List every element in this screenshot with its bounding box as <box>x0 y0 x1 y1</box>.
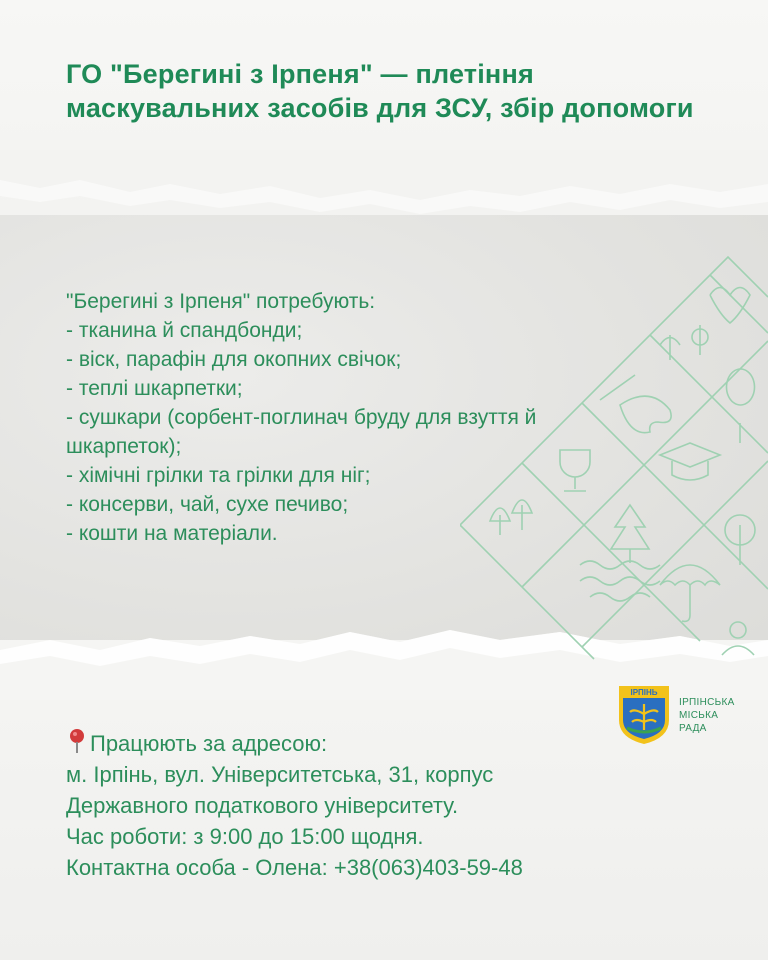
torn-edge-top <box>0 150 768 230</box>
needs-item: - сушкари (сорбент-поглинач бруду для взуття й шкарпеток); <box>66 406 537 458</box>
address-heading-row <box>66 728 706 759</box>
needs-item: - консерви, чай, сухе печиво; <box>66 493 349 516</box>
address-block <box>66 728 706 883</box>
needs-item: - теплі шкарпетки; <box>66 377 243 400</box>
council-name-line: ІРПІНСЬКА <box>679 697 735 708</box>
contact-person: Контактна особа - Олена: +38(063)403-59-48 <box>66 855 523 880</box>
needs-item: - кошти на матеріали. <box>66 522 278 545</box>
pin-icon <box>66 728 88 754</box>
emblem-text: ІРПІНЬ <box>630 688 658 697</box>
address-building: Державного податкового університету. <box>66 793 459 818</box>
address-street: м. Ірпінь, вул. Університетська, 31, корпус <box>66 762 494 787</box>
council-name-line: МІСЬКА <box>679 710 719 721</box>
needs-item: - хімічні грілки та грілки для ніг; <box>66 464 371 487</box>
needs-item: - тканина й спандбонди; <box>66 319 303 342</box>
needs-item: - віск, парафін для окопних свічок; <box>66 348 402 371</box>
council-name-line: РАДА <box>679 723 707 734</box>
page-title: ГО "Берегині з Ірпеня" — плетіння маскувальних засобів для ЗСУ, збір допомоги <box>66 59 694 123</box>
address-heading: Працюють за адресою: <box>90 731 328 756</box>
needs-list <box>66 287 586 548</box>
needs-heading: "Берегині з Ірпеня" потребують: <box>66 290 376 313</box>
working-hours: Час роботи: з 9:00 до 15:00 щодня. <box>66 824 424 849</box>
